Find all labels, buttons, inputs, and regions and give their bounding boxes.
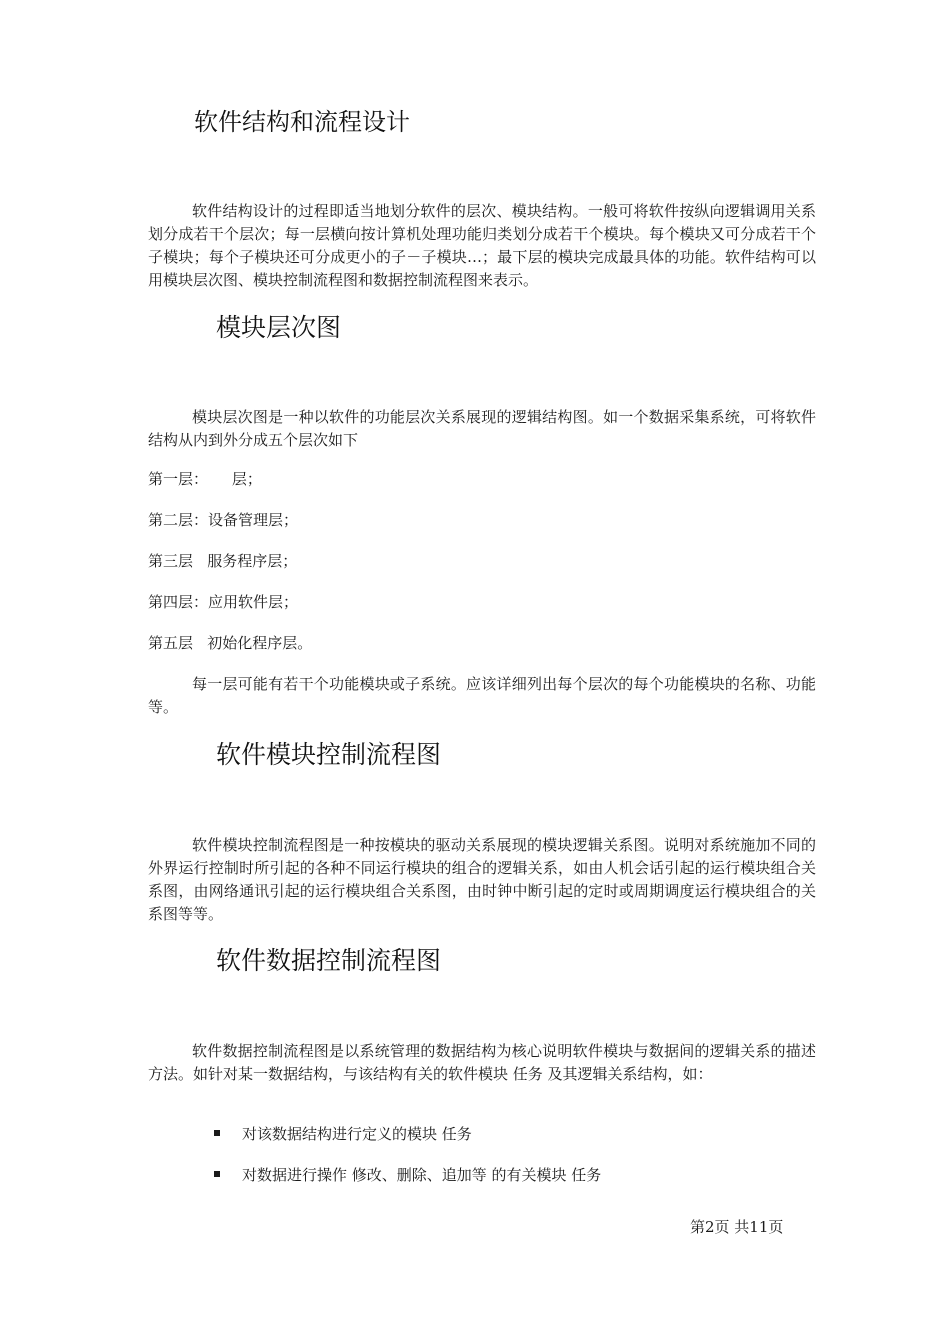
square-bullet-icon	[214, 1171, 220, 1177]
list-item-text: 对数据进行操作 修改、删除、追加等 的有关模块 任务	[242, 1166, 602, 1184]
layer-item: 第一层： 层；	[148, 470, 262, 488]
layer-item: 第三层 服务程序层；	[148, 552, 298, 570]
list-item-text: 对该数据结构进行定义的模块 任务	[242, 1125, 472, 1143]
list-item	[214, 1123, 472, 1145]
layer-item: 第四层：应用软件层；	[148, 593, 299, 611]
square-bullet-icon	[214, 1130, 220, 1136]
layer-item: 第五层 初始化程序层。	[148, 634, 313, 652]
intro-paragraph: 软件结构设计的过程即适当地划分软件的层次、模块结构。一般可将软件按纵向逻辑调用关系划分成若干个层次；每一层横向按计算机处理功能归类划分成若干个模块。每个模块又可分成若干个子模块；每个子模块还可分成更小的子－子模块…；最下层的模块完成最具体的功能。软件结构可以用模块层次图、模块控制流程图和数据控制流程图来表示。	[148, 202, 816, 289]
module-flow-paragraph: 软件模块控制流程图是一种按模块的驱动关系展现的模块逻辑关系图。说明对系统施加不同的外界运行控制时所引起的各种不同运行模块的组合的逻辑关系，如由人机会话引起的运行模块组合关系图，由网络通讯引起的运行模块组合关系图，由时钟中断引起的定时或周期调度运行模块组合的关系图等等。	[148, 836, 816, 923]
list-item	[214, 1164, 601, 1186]
page-title: 软件结构和流程设计	[194, 108, 410, 136]
section-heading-hierarchy: 模块层次图	[216, 313, 342, 342]
hierarchy-paragraph-2: 每一层可能有若干个功能模块或子系统。应该详细列出每个层次的每个功能模块的名称、功能等。	[148, 675, 816, 716]
section-heading-data-flow: 软件数据控制流程图	[216, 946, 442, 975]
data-flow-paragraph: 软件数据控制流程图是以系统管理的数据结构为核心说明软件模块与数据间的逻辑关系的描述方法。如针对某一数据结构，与该结构有关的软件模块 任务 及其逻辑关系结构，如：	[148, 1042, 816, 1083]
section-heading-module-flow: 软件模块控制流程图	[216, 740, 442, 769]
layer-item: 第二层：设备管理层；	[148, 511, 299, 529]
hierarchy-paragraph: 模块层次图是一种以软件的功能层次关系展现的逻辑结构图。如一个数据采集系统，可将软件结构从内到外分成五个层次如下	[148, 408, 816, 449]
page-number: 第2页 共11页	[690, 1218, 784, 1236]
